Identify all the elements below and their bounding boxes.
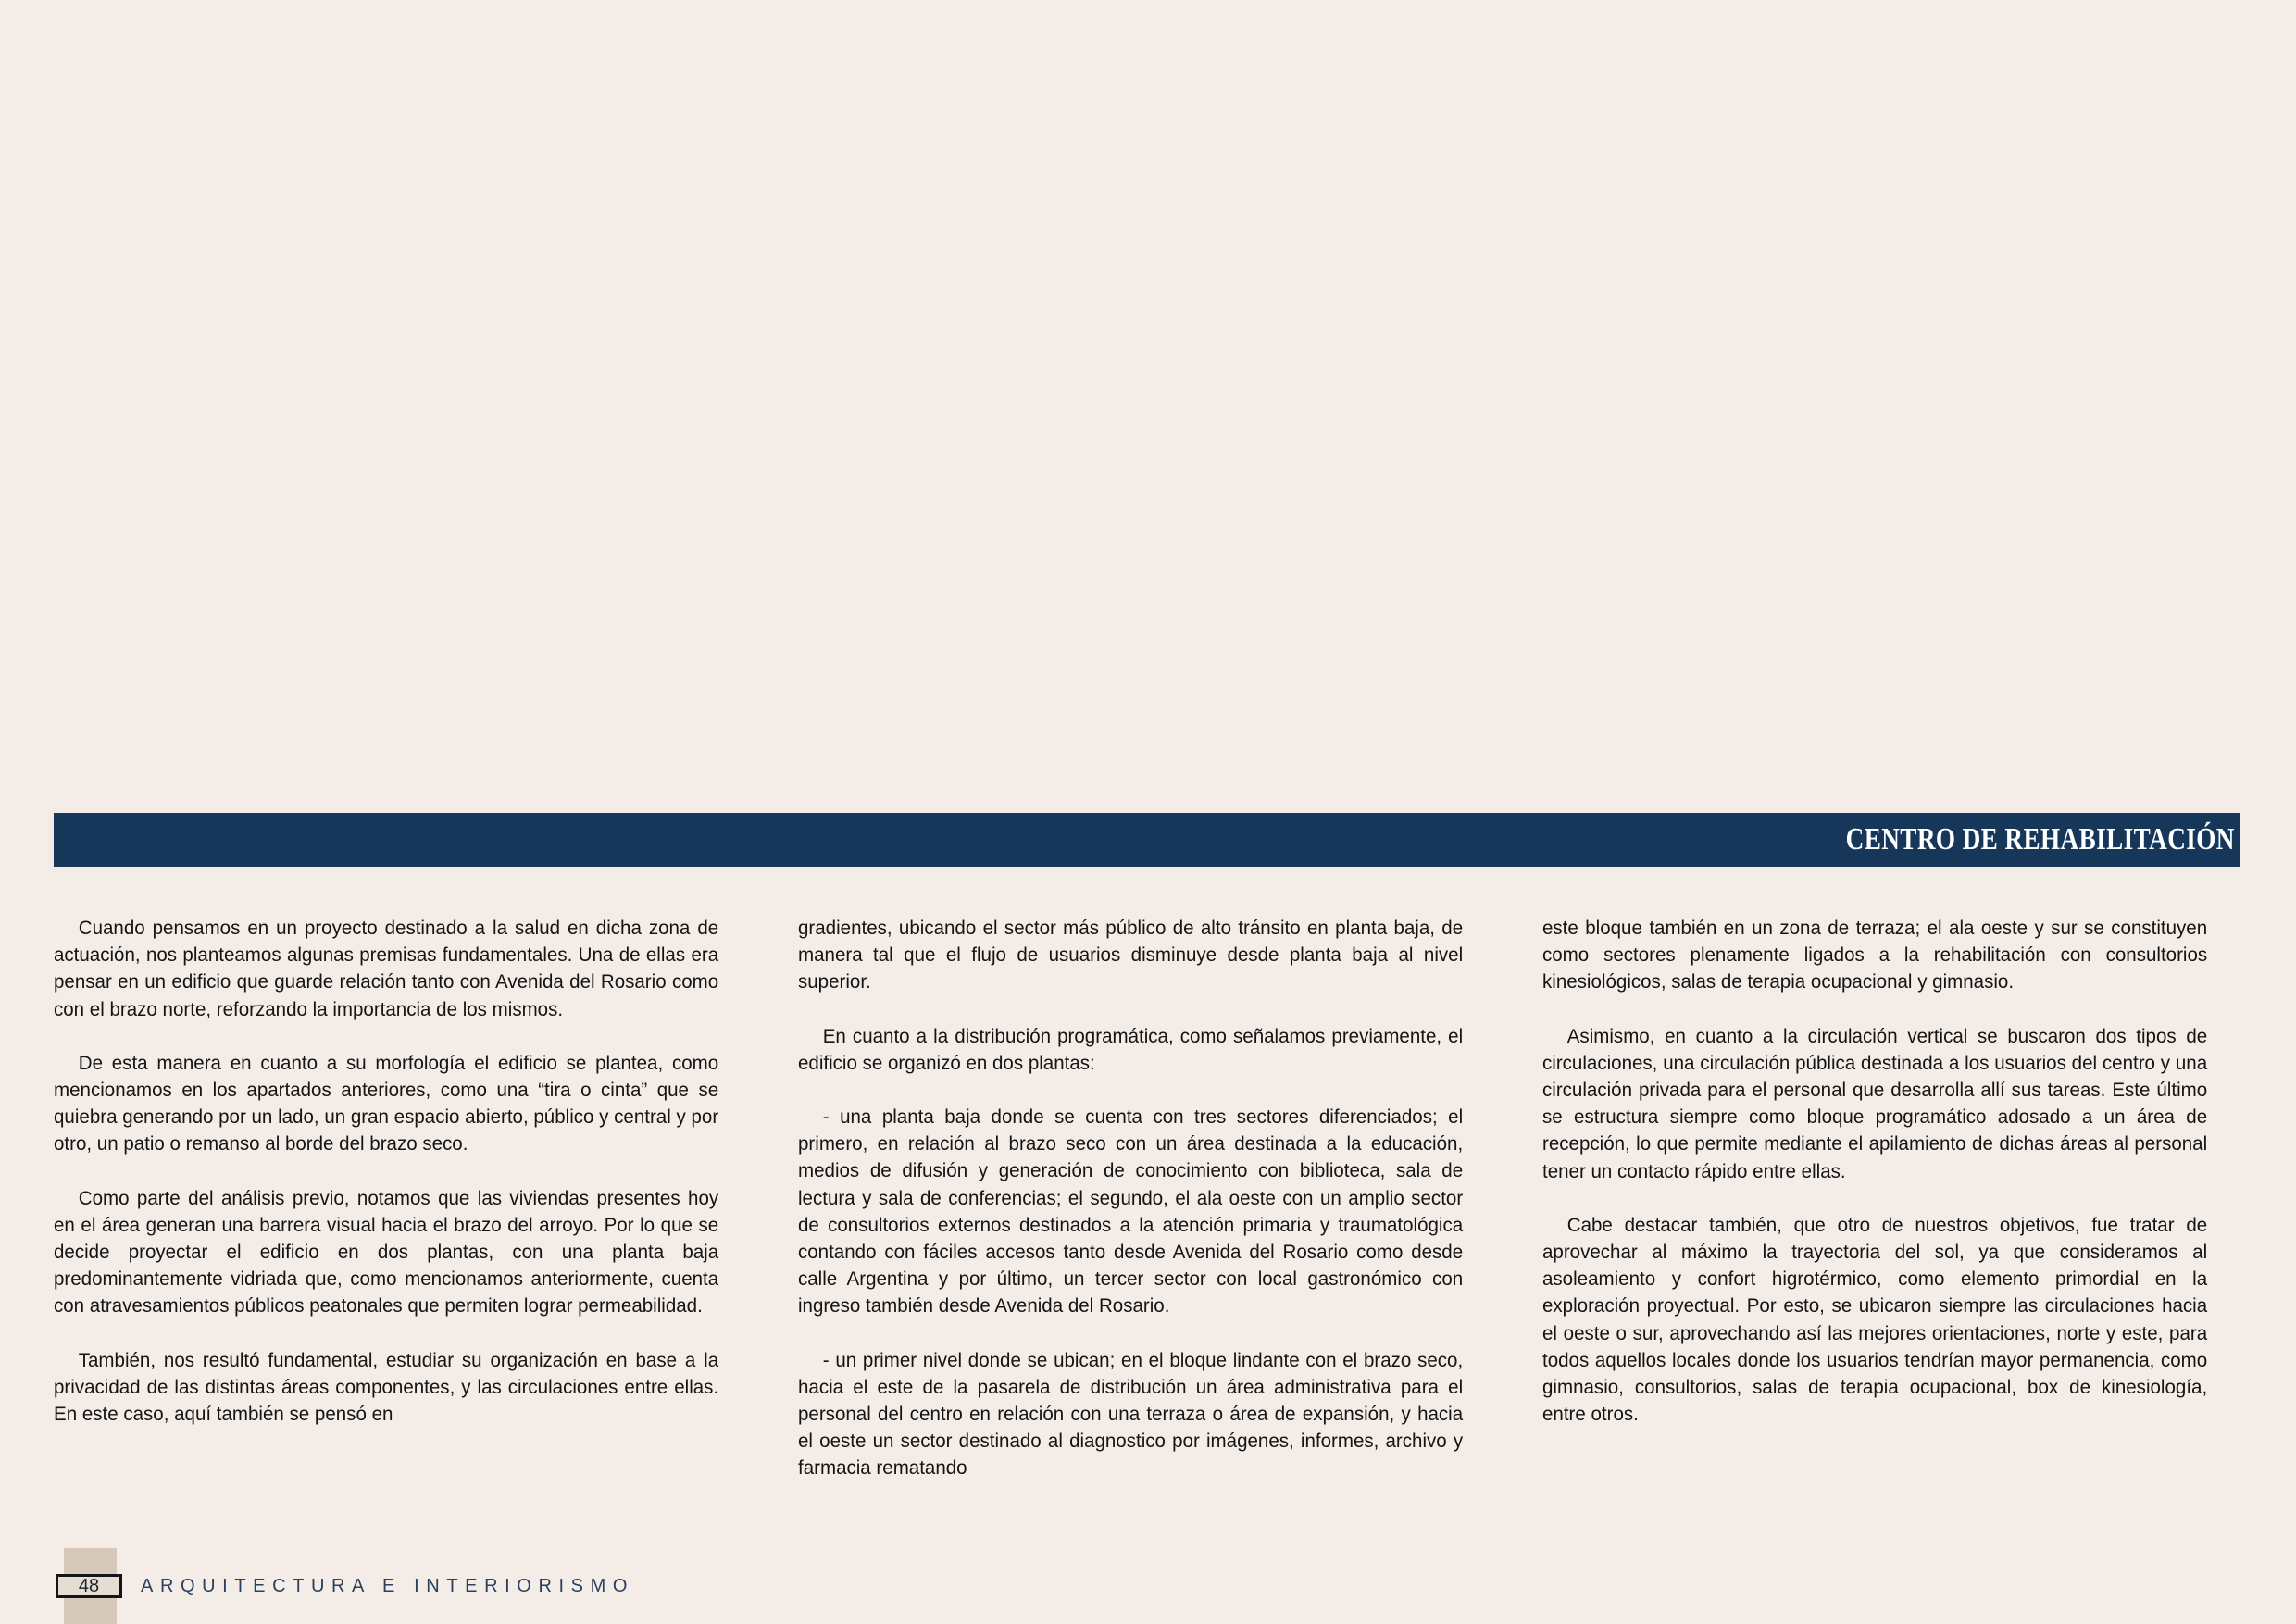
paragraph: Asimismo, en cuanto a la circulación vertical se buscaron dos tipos de circulaciones, una circulación pública destinada a los usuarios del centro y una circulación privada para el personal que desarrolla allí sus tareas. Este último se estructura siempre como bloque programático adosado a un área de recepción, lo que permite mediante el apilamiento de dichas áreas al personal tener un contacto rápido entre ellas. [1542,1024,2208,1182]
paragraph: También, nos resultó fundamental, estudiar su organización en base a la privacidad de las distintas áreas componentes, y las circulaciones entre ellas. En este caso, aquí también se pensó en [54,1348,719,1426]
paragraph: gradientes, ubicando el sector más público de alto tránsito en planta baja, de manera tal que el flujo de usuarios disminuye desde planta baja al nivel superior. [798,917,1464,993]
section-banner [54,813,2240,867]
section-title: CENTRO DE REHABILITACIÓN [1845,822,2235,856]
paragraph: Cabe destacar también, que otro de nuestros objetivos, fue tratar de aprovechar al máximo la trayectoria del sol, ya que consideramos al asoleamiento y confort higrotérmico, como elemento primordial en la exploración proyectual. Por esto, se ubicaron siempre las circulaciones hacia el oeste o sur, aprovechando así las mejores orientaciones, norte y este, para todos aquellos locales donde los usuarios tendrían mayor permanencia, como gimnasio, consultorios, salas de terapia ocupacional, box de kinesiología, entre otros. [1542,1213,2208,1426]
text-column-2 [798,915,1494,1482]
paragraph: este bloque también en un zona de terraza; el ala oeste y sur se constituyen como sectores plenamente ligados a la rehabilitación con consultorios kinesiológicos, salas de terapia ocupacional y gimnasio. [1542,917,2208,993]
paragraph: De esta manera en cuanto a su morfología el edificio se plantea, como mencionamos en los apartados anteriores, como una “tira o cinta” que se quiebra generando por un lado, un gran espacio abierto, público y central y por otro, un patio o remanso al borde del brazo seco. [54,1051,719,1156]
page-footer [54,1548,2240,1624]
text-column-1 [54,915,750,1482]
page-number: 48 [78,1576,100,1596]
paragraph: Como parte del análisis previo, notamos que las viviendas presentes hoy en el área generan una barrera visual hacia el brazo del arroyo. Por lo que se decide proyectar el edificio en dos plantas, con una planta baja predominantemente vidriada que, como mencionamos anteriormente, cuenta con atravesamientos públicos peatonales que permiten lograr permeabilidad. [54,1186,719,1318]
list-item: - un primer nivel donde se ubican; en el bloque lindante con el brazo seco, hacia el este de la pasarela de distribución un área administrativa para el personal del centro en relación con una terraza o área de expansión, y hacia el oeste un sector destinado al diagnostico por imágenes, informes, archivo y farmacia rematando [798,1348,1464,1480]
list-item: - una planta baja donde se cuenta con tres sectores diferenciados; el primero, en relación al brazo seco con un área destinada a la educación, medios de difusión y generación de conocimiento con biblioteca, sala de lectura y sala de conferencias; el segundo, el ala oeste con un amplio sector de consultorios externos destinados a la atención primaria y traumatológica contando con fáciles accesos tanto desde Avenida del Rosario como desde calle Argentina y por último, un tercer sector con local gastronómico con ingreso también desde Avenida del Rosario. [798,1106,1464,1318]
paragraph: En cuanto a la distribución programática, como señalamos previamente, el edificio se organizó en dos plantas: [798,1024,1464,1074]
text-column-3 [1542,915,2239,1482]
article-body [54,915,2240,1482]
paragraph: Cuando pensamos en un proyecto destinado a la salud en dicha zona de actuación, nos planteamos algunas premisas fundamentales. Una de ellas era pensar en un edificio que guarde relación tanto con Avenida del Rosario como con el brazo norte, reforzando la importancia de los mismos. [54,917,719,1020]
page-number-box [56,1574,122,1598]
footer-label: ARQUITECTURA E INTERIORISMO [141,1576,635,1596]
